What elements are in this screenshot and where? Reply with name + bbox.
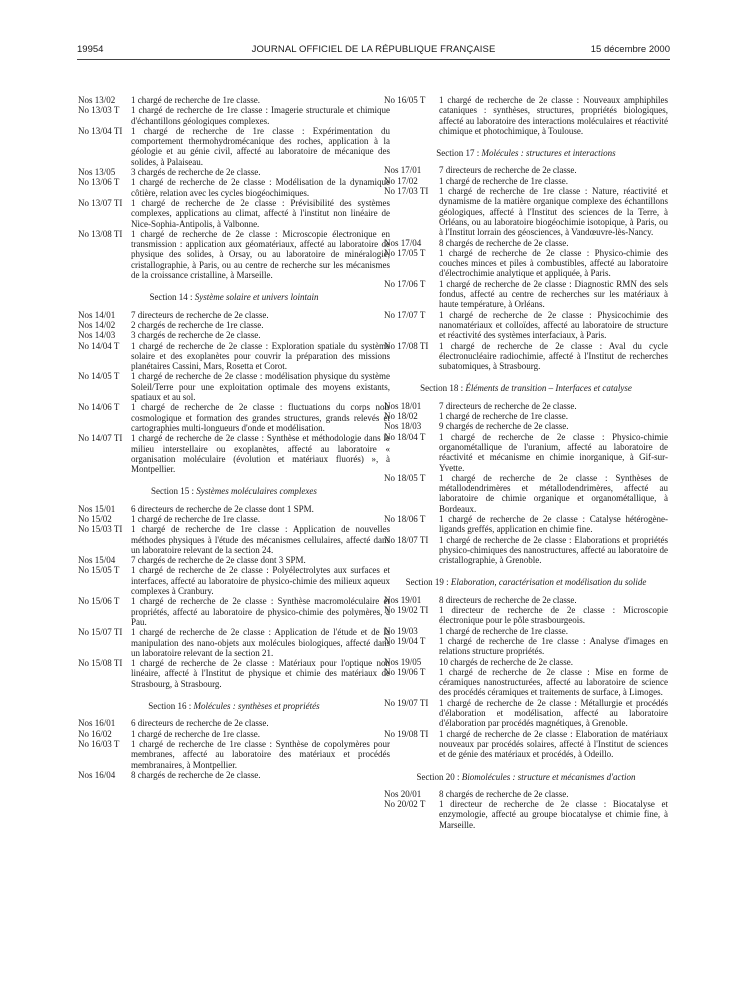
entry-number: No 17/03 TI (384, 186, 429, 197)
section-heading (384, 577, 668, 587)
entry-number: No 13/03 T (78, 105, 120, 116)
entry-text: 1 chargé de recherche de 1re classe : Analyse d'images en relations structure propriétés. (439, 635, 668, 657)
entry-text: 1 chargé de recherche de 2e classe : Prévisibilité des systèmes complexes, applications au climat, affecté à l'institut non linéaire de Nice-Sophia-Antipolis, à Valbonne. (131, 197, 390, 229)
section-label: Section 20 : (416, 771, 460, 782)
entry-number: Nos 15/04 (78, 555, 116, 566)
section-heading (78, 292, 390, 302)
entry-text: 1 chargé de recherche de 2e classe : Elaborations et propriétés physico-chimiques des nanostructures, affecté au laboratoire de cristallographie, à Grenoble. (439, 534, 668, 566)
entry-number: Nos 14/03 (78, 330, 116, 341)
entry-text: 1 chargé de recherche de 1re classe : Expérimentation du comportement thermohydromécanique des roches, application à la géologie et au génie civil, affecté au laboratoire de mécanique des solides, à Palaiseau. (131, 125, 390, 167)
entry-text: 1 chargé de recherche de 1re classe. (131, 95, 261, 105)
entry-number: Nos 19/05 (384, 656, 422, 667)
entry-number: Nos 17/04 (384, 237, 422, 248)
post-entry (78, 658, 390, 689)
entry-number: No 15/06 T (78, 596, 120, 607)
entry-text: 1 chargé de recherche de 1re classe. (131, 513, 261, 524)
entry-number: No 17/06 T (384, 278, 426, 289)
post-entry (384, 698, 668, 729)
entry-text: 10 chargés de recherche de 2e classe. (439, 656, 574, 667)
post-entry (78, 555, 390, 565)
entry-number: No 15/02 (78, 513, 112, 524)
entry-number: No 15/05 T (78, 565, 120, 576)
entry-number: No 14/04 T (78, 340, 120, 351)
post-entry (384, 401, 668, 411)
entry-number: No 19/08 TI (384, 728, 429, 739)
entry-text: 1 chargé de recherche de 2e classe : Physico-chimie organométallique de l'uranium, affecté au laboratoire de réactivité et mécanisme en chimie inorganique, à Gif-sur-Yvette. (439, 431, 668, 473)
entry-number: No 15/08 TI (78, 658, 123, 669)
post-entry (384, 411, 668, 421)
entry-text: 8 chargés de recherche de 2e classe. (131, 769, 261, 780)
entry-text: 1 chargé de recherche de 1re classe : Synthèse de copolymères pour membranes, affecté au laboratoire des matériaux et procédés membranaires, à Montpellier. (131, 738, 390, 770)
section-heading (78, 701, 390, 711)
post-entry (384, 341, 668, 372)
entry-text: 7 directeurs de recherche de 2e classe. (439, 400, 577, 411)
entry-number: No 19/06 T (384, 666, 426, 677)
entry-text: 6 directeurs de recherche de 2e classe dont 1 SPM. (131, 503, 314, 514)
entry-text: 1 chargé de recherche de 2e classe : Métallurgie et procédés d'élaboration et modélisation, affecté au laboratoire d'élaboration par procédés magnétiques, à Grenoble. (439, 697, 668, 729)
entry-number: No 19/07 TI (384, 697, 429, 708)
post-entry (78, 229, 390, 280)
section-label: Section 16 : (148, 701, 192, 712)
post-entry (384, 421, 668, 431)
entry-text: 1 chargé de recherche de 2e classe : Physicochimie des nanomatériaux et colloïdes, affecté au laboratoire de structure et réactivité des systèmes interfaciaux, à Paris. (439, 309, 668, 341)
post-entry (78, 371, 390, 402)
entry-text: 1 chargé de recherche de 2e classe : Synthèse macromoléculaire et propriétés, affecté au laboratoire de physico-chimie des polymères, à Pau. (131, 596, 390, 627)
post-entry (78, 167, 390, 177)
entry-number: No 16/03 T (78, 738, 120, 749)
post-entry (384, 799, 668, 830)
entry-number: No 13/07 TI (78, 197, 123, 208)
left-column (78, 95, 390, 780)
entry-number: No 17/08 TI (384, 340, 429, 351)
entry-text: 1 chargé de recherche de 2e classe : Mise en forme de céramiques nanostructurées, affecté au laboratoire de science des procédés céramiques et traitements de surface, à Limoges. (439, 666, 668, 698)
post-entry (384, 626, 668, 636)
entry-number: No 15/03 TI (78, 524, 123, 535)
entry-number: No 18/05 T (384, 472, 426, 483)
post-entry (78, 341, 390, 372)
entry-number: Nos 18/03 (384, 421, 422, 432)
entry-text: 1 chargé de recherche de 2e classe : Elaboration de matériaux nouveaux par procédés solaires, affecté à l'Institut de sciences et de génie des matériaux et procédés, à Odeillo. (439, 728, 668, 760)
entry-text: 1 chargé de recherche de 1re classe. (131, 728, 261, 739)
section-heading (384, 148, 668, 158)
entry-text: 1 chargé de recherche de 2e classe : Microscopie électronique en transmission : application aux géomatériaux, affecté au laboratoire de physique des solides, à Orsay, ou au laboratoire de minéralogie, cristallographie, à Paris, ou au centre de recherche sur les mécanismes de la croissance cristalline, à Marseille. (131, 228, 390, 281)
entry-number: Nos 17/01 (384, 165, 422, 176)
entry-number: Nos 20/01 (384, 788, 422, 799)
post-entry (78, 739, 390, 770)
entry-number: No 16/02 (78, 728, 112, 739)
entry-text: 1 chargé de recherche de 2e classe : Nouveaux amphiphiles cataniques : synthèses, structures, propriétés biologiques, affecté au laboratoire des interactions moléculaires et réactivité chimique et photochimique, à Toulouse. (439, 95, 668, 136)
post-entry (384, 729, 668, 760)
post-entry (78, 402, 390, 433)
post-entry (78, 330, 390, 340)
entry-number: No 14/07 TI (78, 433, 123, 444)
entry-number: No 16/05 T (384, 95, 426, 105)
post-entry (384, 95, 668, 136)
post-entry (384, 657, 668, 667)
entry-number: No 13/04 TI (78, 125, 123, 136)
header-rule (77, 59, 670, 60)
post-entry (78, 627, 390, 658)
post-entry (78, 126, 390, 167)
entry-text: 1 chargé de recherche de 1re classe : Imagerie structurale et chimique d'échantillons géologiques complexes. (131, 105, 390, 126)
post-entry (384, 535, 668, 566)
entry-number: Nos 14/01 (78, 309, 116, 320)
post-entry (384, 595, 668, 605)
post-entry (384, 310, 668, 341)
page-number: 19954 (77, 44, 104, 55)
post-entry (384, 176, 668, 186)
post-entry (78, 105, 390, 126)
entry-text: 8 directeurs de recherche de 2e classe. (439, 594, 577, 605)
post-entry (78, 524, 390, 555)
entry-number: No 19/02 TI (384, 605, 429, 616)
entry-number: No 13/08 TI (78, 228, 123, 239)
entry-text: 3 chargés de recherche de 2e classe. (131, 167, 261, 178)
post-entry (384, 432, 668, 473)
entry-number: Nos 16/01 (78, 718, 116, 729)
entry-number: No 19/03 (384, 625, 418, 636)
post-entry (384, 186, 668, 237)
entry-text: 9 chargés de recherche de 2e classe. (439, 421, 569, 432)
section-heading (78, 486, 390, 496)
entry-text: 1 chargé de recherche de 2e classe : fluctuations du corps noir cosmologique et formation des grandes structures, grands relevés et cartographies multi-longueurs d'onde et modélisation. (131, 402, 390, 433)
section-label: Section 18 : (420, 383, 464, 394)
entry-text: 1 chargé de recherche de 2e classe : Application de l'étude et de la manipulation des nano-objets aux molécules biologiques, affecté dans un laboratoire relevant de la section 21. (131, 627, 390, 658)
post-entry (384, 248, 668, 279)
entry-text: 2 chargés de recherche de 1re classe. (131, 319, 264, 330)
post-entry (78, 514, 390, 524)
entry-text: 1 chargé de recherche de 2e classe : Diagnostic RMN des sels fondus, affecté au centre de recherches sur les matériaux à haute température, à Orléans. (439, 278, 668, 310)
section-title: Biomolécules : structure et mécanismes d'action (461, 771, 636, 782)
entry-number: No 19/04 T (384, 635, 426, 646)
post-entry (78, 433, 390, 474)
post-entry (78, 718, 390, 728)
entry-text: 1 chargé de recherche de 2e classe : Synthèses de métallodendrimères et métallodendrimères, affecté au laboratoire de chimie organique et organométallique, à Bordeaux. (439, 472, 668, 514)
page-header (77, 44, 670, 58)
entry-number: No 18/02 (384, 411, 418, 422)
post-entry (384, 605, 668, 626)
entry-text: 1 chargé de recherche de 2e classe : Physico-chimie des couches minces et piles à combustibles, affecté au laboratoire d'électrochimie analytique et appliquée, à Paris. (439, 247, 668, 279)
post-entry (384, 514, 668, 535)
post-entry (78, 596, 390, 627)
entry-number: No 13/06 T (78, 177, 120, 188)
entry-text: 1 chargé de recherche de 2e classe : Matériaux pour l'optique non linéaire, affecté à l'Institut de physique et chimie des matériaux de Strasbourg, à Strasbourg. (131, 658, 390, 689)
section-title: Systèmes moléculaires complexes (196, 486, 317, 497)
entry-number: Nos 16/04 (78, 769, 116, 780)
entry-text: 6 directeurs de recherche de 2e classe. (131, 718, 269, 729)
entry-number: Nos 14/02 (78, 319, 116, 330)
entry-text: 3 chargés de recherche de 2e classe. (131, 330, 261, 341)
post-entry (78, 729, 390, 739)
entry-number: No 20/02 T (384, 799, 426, 810)
entry-text: 1 chargé de recherche de 2e classe : Modélisation de la dynamique côtière, relation avec les cycles biogéochimiques. (131, 177, 390, 198)
entry-number: Nos 18/01 (384, 400, 422, 411)
entry-number: No 17/02 (384, 175, 418, 186)
post-entry (384, 473, 668, 514)
post-entry (384, 667, 668, 698)
issue-date: 15 décembre 2000 (590, 44, 670, 55)
entry-text: 1 directeur de recherche de 2e classe : Biocatalyse et enzymologie, affecté au groupe biocatalyse et chimie fine, à Marseille. (439, 799, 668, 830)
entry-number: No 17/07 T (384, 309, 426, 320)
right-column (384, 95, 668, 830)
entry-text: 7 directeurs de recherche de 2e classe. (439, 165, 577, 176)
section-label: Section 19 : (405, 577, 449, 588)
entry-text: 1 chargé de recherche de 2e classe : Exploration spatiale du système solaire et des exoplanètes pour couvrir la préparation des missions planétaires Cassini, Mars, Rosetta et Corot. (131, 340, 390, 372)
section-title: Système solaire et univers lointain (194, 292, 319, 303)
entry-number: No 18/06 T (384, 513, 426, 524)
section-title: Molécules : synthèses et propriétés (193, 701, 320, 712)
entry-text: 7 chargés de recherche de 2e classe dont 3 SPM. (131, 555, 306, 566)
section-label: Section 14 : (149, 292, 193, 303)
post-entry (384, 238, 668, 248)
post-entry (78, 310, 390, 320)
post-entry (384, 636, 668, 657)
section-label: Section 15 : (151, 486, 195, 497)
entry-text: 1 chargé de recherche de 2e classe : Catalyse hétérogène-ligands greffés, application en chimie fine. (439, 513, 668, 535)
post-entry (78, 177, 390, 198)
entry-text: 1 chargé de recherche de 2e classe : modélisation physique du système Soleil/Terre pour une exploitation optimale des moyens existants, spatiaux et au sol. (131, 371, 390, 403)
post-entry (78, 770, 390, 780)
entry-text: 1 chargé de recherche de 1re classe : Application de nouvelles méthodes physiques à l'étude des mécanismes cellulaires, affecté dans un laboratoire relevant de la section 24. (131, 524, 390, 555)
section-heading (384, 772, 668, 782)
entry-text: 1 chargé de recherche de 1re classe. (439, 175, 569, 186)
entry-text: 8 chargés de recherche de 2e classe. (439, 788, 569, 799)
entry-text: 1 chargé de recherche de 2e classe : Synthèse et méthodologie dans le milieu interstellaire ou exoplanètes, affecté au laboratoire « organisation moléculaire (évolution et matériaux fluorés) », à Montpellier. (131, 433, 390, 475)
entry-text: 1 directeur de recherche de 2e classe : Microscopie électronique pour le pôle strasbourgeois. (439, 605, 668, 626)
post-entry (78, 504, 390, 514)
entry-number: No 15/07 TI (78, 627, 123, 638)
journal-title: JOURNAL OFFICIEL DE LA RÉPUBLIQUE FRANÇAISE (251, 44, 496, 55)
entry-text: 1 chargé de recherche de 2e classe : Polyélectrolytes aux surfaces et interfaces, affecté au laboratoire de physico-chimie des milieux aqueux complexes à Cranbury. (131, 565, 390, 597)
entry-text: 1 chargé de recherche de 1re classe. (439, 411, 569, 422)
post-entry (78, 320, 390, 330)
post-entry (78, 565, 390, 596)
entry-number: Nos 13/02 (78, 95, 116, 105)
entry-number: No 18/07 TI (384, 534, 429, 545)
section-title: Elaboration, caractérisation et modélisation du solide (450, 577, 647, 588)
post-entry (384, 279, 668, 310)
entry-number: Nos 13/05 (78, 167, 116, 178)
entry-number: No 18/04 T (384, 431, 426, 442)
section-title: Molécules : structures et interactions (481, 148, 616, 159)
post-entry (78, 95, 390, 105)
entry-number: Nos 19/01 (384, 594, 422, 605)
entry-text: 1 chargé de recherche de 1re classe. (439, 625, 569, 636)
entry-text: 7 directeurs de recherche de 2e classe. (131, 309, 269, 320)
section-label: Section 17 : (436, 148, 480, 159)
section-heading (384, 383, 668, 393)
entry-text: 8 chargés de recherche de 2e classe. (439, 237, 569, 248)
post-entry (78, 198, 390, 229)
entry-number: No 14/05 T (78, 371, 120, 382)
post-entry (384, 165, 668, 175)
entry-text: 1 chargé de recherche de 2e classe : Aval du cycle électronucléaire radiochimie, affecté à l'Institut de recherches subatomiques, à Strasbourg. (439, 340, 668, 372)
entry-text: 1 chargé de recherche de 1re classe : Nature, réactivité et dynamisme de la matière organique complexe des échantillons géologiques, affecté à l'Institut des sciences de la Terre, à Orléans, ou au laboratoire biogéochimie isotopique, à Paris, ou à l'Institut lorrain des géosciences, à Vandœuvre-lès-Nancy. (439, 186, 668, 238)
entry-number: Nos 15/01 (78, 503, 116, 514)
entry-number: No 17/05 T (384, 247, 426, 258)
post-entry (384, 789, 668, 799)
section-title: Éléments de transition – Interfaces et catalyse (465, 383, 632, 394)
entry-number: No 14/06 T (78, 402, 120, 413)
